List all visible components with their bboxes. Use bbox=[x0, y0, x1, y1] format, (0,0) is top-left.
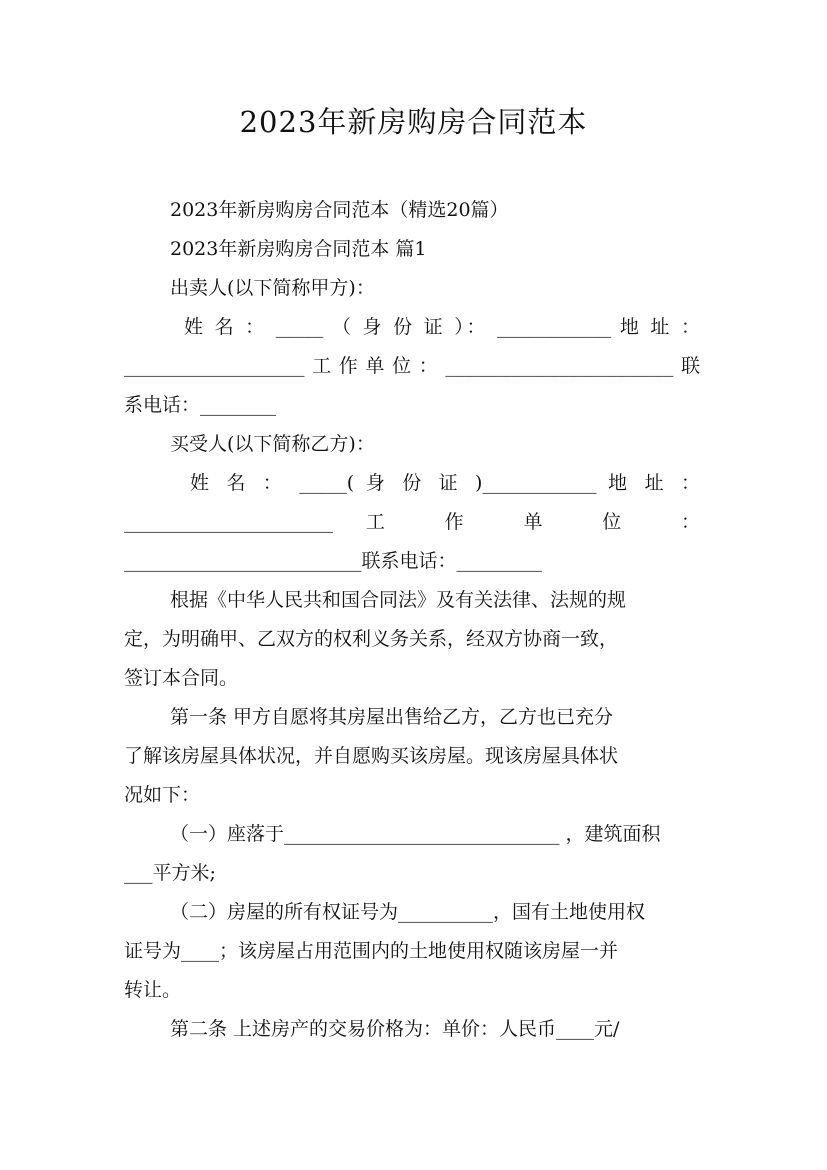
subtitle-line: 2023年新房购房合同范本（精选20篇） bbox=[170, 199, 509, 221]
seller-address-line: ___________________工作单位：________________________联 bbox=[124, 355, 700, 377]
buyer-name-line: 姓 名 ： _____( 身 份 证 )____________ 地 址 ： bbox=[190, 472, 700, 494]
seller-label: 出卖人(以下简称甲方)： bbox=[170, 277, 375, 299]
paragraph-line: ___平方米; bbox=[124, 862, 216, 884]
item-two-line: （二）房屋的所有权证号为__________，国有土地使用权 bbox=[170, 901, 646, 923]
paragraph-line: 根据《中华人民共和国合同法》及有关法律、法规的规 bbox=[170, 589, 627, 611]
seller-phone-line: 系电话：________ bbox=[124, 394, 277, 416]
paragraph-line: 况如下： bbox=[124, 784, 201, 806]
paragraph-line: 定，为明确甲、乙双方的权利义务关系，经双方协商一致， bbox=[124, 628, 619, 650]
item-one-line: （一）座落于_____________________________ ，建筑面积 bbox=[170, 823, 661, 845]
section-heading: 2023年新房购房合同范本 篇1 bbox=[170, 238, 427, 260]
paragraph-line: 证号为____；该房屋占用范围内的土地使用权随该房屋一并 bbox=[124, 940, 619, 962]
buyer-work-line: ______________________ 工 作 单 位 ： bbox=[124, 511, 700, 533]
paragraph-line: 了解该房屋具体状况，并自愿购买该房屋。现该房屋具体状 bbox=[124, 745, 619, 767]
seller-name-line: 姓 名 ： _____ （ 身 份 证 ）： ____________ 地 址 ： bbox=[184, 316, 700, 338]
document-title: 2023年新房购房合同范本 bbox=[239, 105, 588, 139]
buyer-label: 买受人(以下简称乙方)： bbox=[170, 433, 375, 455]
paragraph-line: 签订本合同。 bbox=[124, 667, 239, 689]
article-two-line: 第二条 上述房产的交易价格为：单价：人民币____元/ bbox=[170, 1018, 620, 1040]
buyer-phone-line: _________________________联系电话：_________ bbox=[124, 550, 543, 572]
article-one-line: 第一条 甲方自愿将其房屋出售给乙方，乙方也已充分 bbox=[170, 706, 614, 728]
paragraph-line: 转让。 bbox=[124, 979, 182, 1001]
